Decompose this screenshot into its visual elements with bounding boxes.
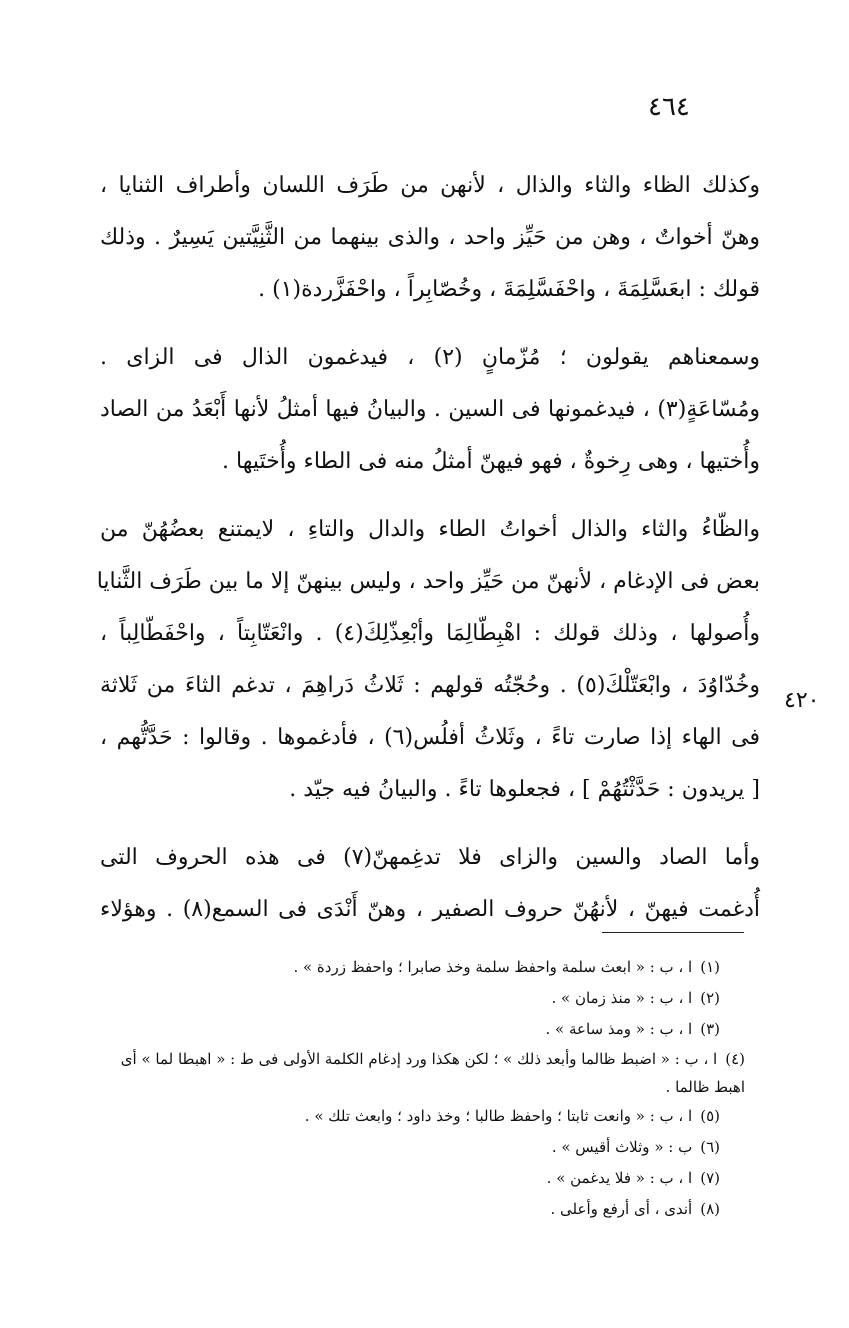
text-line: وأما الصاد والسين والزاى فلا تدغِمهنّ(٧) فى هذه الحروف التى (100, 845, 760, 870)
text-line: [ يريدون : حَدَّثْتُهُمْ ] ، فجعلوها تاءً . والبيانُ فيه جيّد . (289, 777, 760, 802)
footnote (100, 1045, 745, 1101)
footnote-text: ا ، ب : « منذ زمان » . (551, 989, 693, 1007)
margin-page-number: ٤٢٠ (784, 688, 820, 713)
text-line: وأُصولها ، وذلك قولك : اهْبِطّالِمَا وأبْعِذّلِكَ(٤) . وانْعَتّابِتاً ، واحْفَطّالِباً ، (100, 621, 760, 646)
footnote (100, 983, 720, 1014)
footnote (100, 1194, 720, 1225)
footnotes (100, 952, 745, 1225)
text-line: بعض فى الإدغام ، لأنهنّ من حَيِّز واحد ، وليس بينهنّ إلا ما بين طَرَف الثَّنايا (96, 569, 760, 594)
footnote-number: (٦) (700, 1138, 720, 1156)
footnote-number: (٨) (700, 1200, 720, 1218)
paragraph (100, 832, 760, 936)
footnote-number: (٧) (700, 1169, 720, 1187)
footnote-text: ا ، ب : « اضبط ظالما وأبعد ذلك » ؛ لكن هكذا ورد إدغام الكلمة الأولى فى ط : « اهبطا لما » أى اهبط ظالما . (120, 1050, 745, 1096)
text-line: قولك : ابعَسَّلِمَةَ ، واحْفَسَّلِمَةَ ، وخُصّابِراً ، واحْفَزَّردة(١) . (258, 277, 760, 302)
page-number: ٤٦٤ (648, 92, 690, 122)
footnote-number: (٢) (700, 989, 720, 1007)
footnote-text: ب : « وثلاث أقيس » . (551, 1138, 693, 1156)
footnote-text: ا ، ب : « وانعت ثابتا ؛ واحفظ طالبا ؛ وخذ داود ؛ وابعث تلك » . (304, 1107, 693, 1125)
text-line: وكذلك الظاء والثاء والذال ، لأنهن من طَرَف اللسان وأطراف الثنايا ، (100, 173, 760, 198)
footnote-text: ا ، ب : « ابعث سلمة واحفظ سلمة وخذ صابرا ؛ واحفظ زردة » . (293, 958, 693, 976)
text-line: وهنّ أخواتٌ ، وهن من حَيِّز واحد ، والذى بينهما من الثَّنِيَّتين يَسِيرٌ . وذلك (100, 225, 760, 250)
text-line: فى الهاء إذا صارت تاءً ، وثَلاثُ أفلُس(٦) ، فأدغموها . وقالوا : حَدَّتُّهم ، (100, 725, 760, 750)
paragraph (100, 160, 760, 316)
footnote-number: (٥) (700, 1107, 720, 1125)
footnote (100, 1132, 720, 1163)
body-text (96, 160, 760, 936)
text-line: وخُدّاوُدَ ، وابْعَتّلْكَ(٥) . وحُجّتُه قولهم : ثَلاثُ دَراهِمَ ، تدغم الثاءَ من ثَلاثة (100, 673, 760, 698)
footnote-text: ا ، ب : « ومذ ساعة » . (545, 1020, 693, 1038)
footnote-text: أندى ، أى أرفع وأعلى . (550, 1200, 693, 1218)
footnote-number: (٤) (725, 1050, 745, 1068)
footnote (100, 952, 720, 983)
footnote-rule (602, 932, 744, 933)
text-line: وسمعناهم يقولون ؛ مُزّمانٍ (٢) ، فيدغمون الذال فى الزاى . (100, 345, 760, 370)
footnote (100, 1163, 720, 1194)
text-line: ومُسّاعَةٍ(٣) ، فيدغمونها فى السين . والبيانُ فيها أمثلُ لأنها أَبْعَدُ من الصاد (100, 397, 760, 422)
text-line: أُدغمت فيهنّ ، لأنهُنّ حروف الصفير ، وهنّ أَنْدَى فى السمع(٨) . وهؤلاء (100, 897, 760, 922)
text-line: وأُختيها ، وهى رِخوةٌ ، فهو فيهنّ أمثلُ منه فى الطاء وأُختَيها . (222, 449, 760, 474)
paragraph (96, 504, 760, 816)
paragraph (100, 332, 760, 488)
footnote-number: (٣) (700, 1020, 720, 1038)
footnote (100, 1014, 720, 1045)
footnote-number: (١) (700, 958, 720, 976)
footnote-text: ا ، ب : « فلا يدغمن » . (546, 1169, 693, 1187)
footnote (100, 1101, 720, 1132)
text-line: والظّاءُ والثاء والذال أخواتُ الطاء والدال والتاءِ ، لايمتنع بعضُهُنّ من (100, 517, 760, 542)
